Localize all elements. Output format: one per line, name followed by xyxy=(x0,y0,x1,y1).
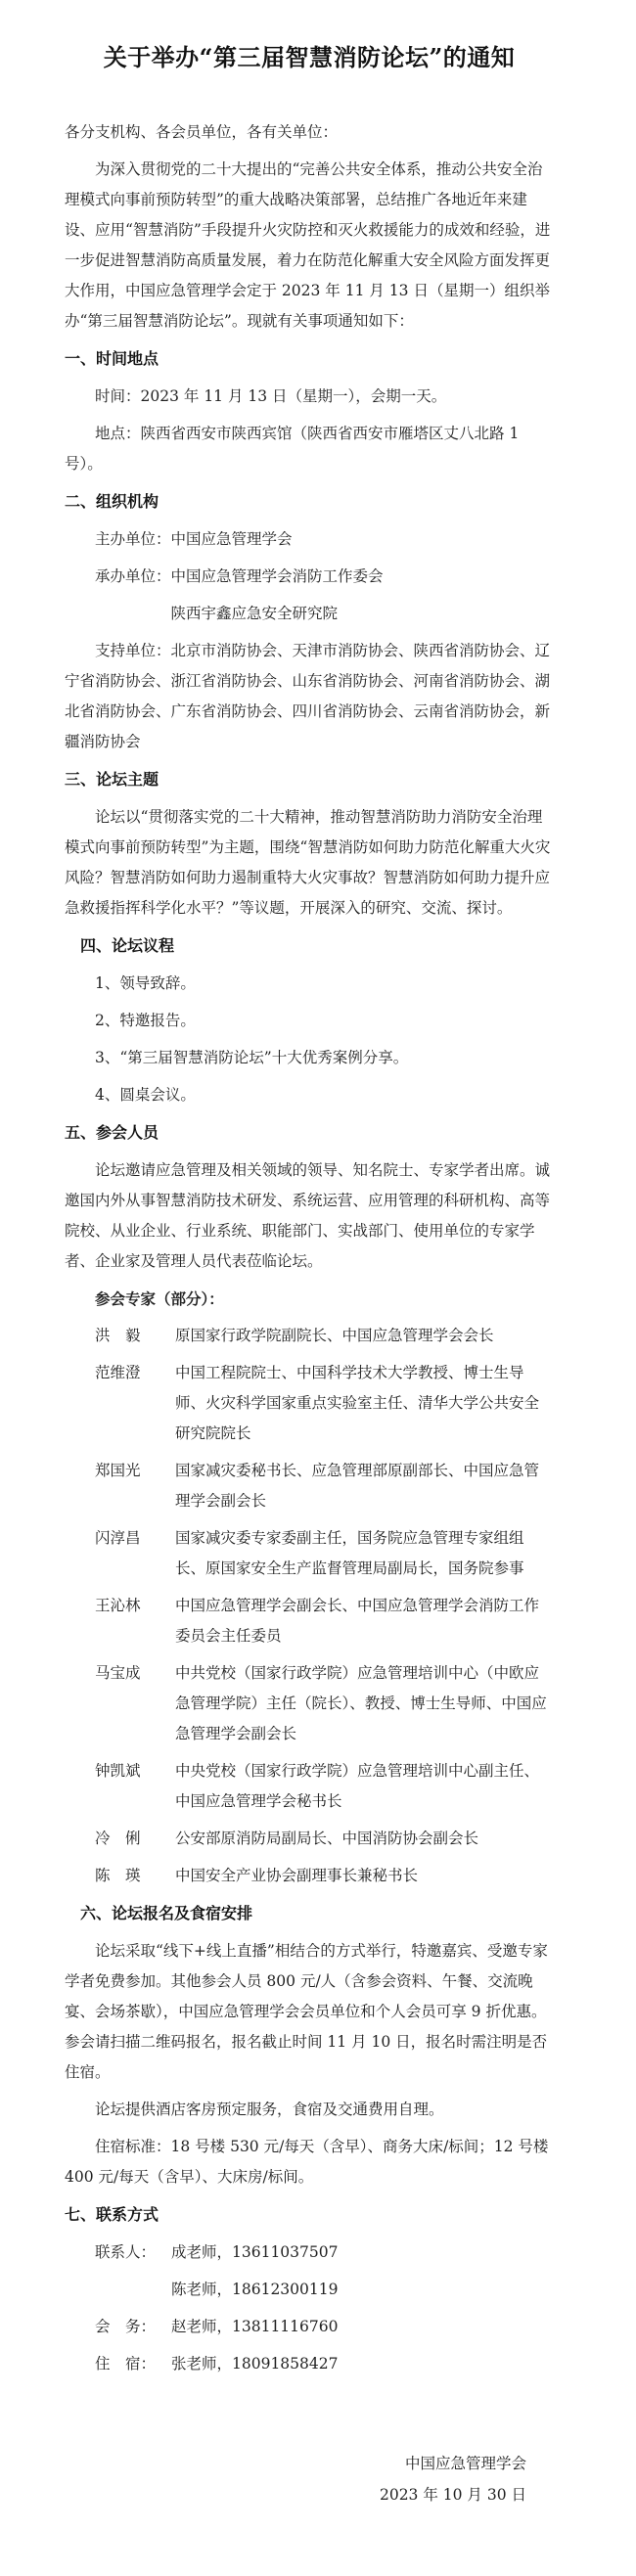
time-row xyxy=(65,382,554,412)
place-row xyxy=(65,419,554,479)
host-label: 主办单位： xyxy=(95,530,171,548)
contact-row xyxy=(95,2349,554,2379)
expert-name: 范维澄 xyxy=(95,1364,141,1381)
expert-name: 马宝成 xyxy=(95,1664,141,1682)
organizer-row xyxy=(65,562,554,629)
expert-row xyxy=(95,1523,554,1584)
signature-org: 中国应急管理学会 xyxy=(404,2455,526,2472)
expert-title: 中国应急管理学会副会长、中国应急管理学会消防工作委员会主任委员 xyxy=(175,1597,540,1645)
contact-value: 成老师，13611037507 xyxy=(171,2243,339,2261)
page-title: 关于举办“第三届智慧消防论坛”的通知 xyxy=(103,43,516,71)
expert-row xyxy=(95,1861,554,1891)
expert-row xyxy=(95,1824,554,1854)
experts-heading: 参会专家（部分）： xyxy=(95,1289,224,1308)
organizer-1: 中国应急管理学会消防工作委会 xyxy=(170,567,384,585)
theme-paragraph: 论坛以“贯彻落实党的二十大精神，推动智慧消防助力消防安全治理模式向事前预防转型”为主题，围绕“智慧消防如何助力防范化解重大火灾风险？智慧消防如何助力遏制重特大火灾事故？智慧消防如何助力提升应急救援指挥科学化水平？”等议题，开展深入的研究、交流、探讨。 xyxy=(65,808,551,917)
agenda-item: 2、特邀报告。 xyxy=(95,1012,196,1029)
contact-list xyxy=(65,2237,554,2379)
expert-row xyxy=(95,1456,554,1516)
agenda-item: 3、“第三届智慧消防论坛”十大优秀案例分享。 xyxy=(95,1049,409,1066)
support-value: 北京市消防协会、天津市消防协会、陕西省消防协会、辽宁省消防协会、浙江省消防协会、山东省消防协会、河南省消防协会、湖北省消防协会、广东省消防协会、四川省消防协会、云南省消防协会，新疆消防协会 xyxy=(65,642,551,750)
attendees-paragraph: 论坛邀请应急管理及相关领域的领导、知名院士、专家学者出席。诚邀国内外从事智慧消防技术研发、系统运营、应用管理的科研机构、高等院校、从业企业、行业系统、职能部门、实战部门、使用单位的专家学者、企业家及管理人员代表莅临论坛。 xyxy=(65,1161,551,1270)
contact-row xyxy=(95,2275,554,2305)
expert-list xyxy=(65,1321,554,1891)
expert-name: 陈 瑛 xyxy=(95,1867,141,1884)
time-value: 2023 年 11 月 13 日（星期一），会期一天。 xyxy=(140,387,447,405)
section-heading-contact: 七、联系方式 xyxy=(65,2205,159,2224)
expert-name: 王沁林 xyxy=(95,1597,141,1614)
signature-date: 2023 年 10 月 30 日 xyxy=(379,2486,526,2504)
expert-row xyxy=(95,1321,554,1351)
contact-label: 住 宿： xyxy=(95,2355,157,2373)
expert-name: 钟凯斌 xyxy=(95,1762,141,1780)
organizer-label: 承办单位： xyxy=(95,567,171,585)
support-row xyxy=(65,636,554,757)
contact-label: 联系人： xyxy=(95,2243,157,2261)
section-heading-registration: 六、论坛报名及食宿安排 xyxy=(80,1904,253,1922)
salutation: 各分支机构、各会员单位，各有关单位： xyxy=(65,123,339,141)
expert-title: 中央党校（国家行政学院）应急管理培训中心副主任、中国应急管理学会秘书长 xyxy=(175,1762,540,1810)
expert-title: 中国安全产业协会副理事长兼秘书长 xyxy=(175,1867,419,1884)
intro-paragraph: 为深入贯彻党的二十大提出的“完善公共安全体系，推动公共安全治理模式向事前预防转型”的重大战略决策部署，总结推广各地近年来建设、应用“智慧消防”手段提升火灾防控和灭火救援能力的成效和经验，进一步促进智慧消防高质量发展，着力在防范化解重大安全风险方面发挥更大作用，中国应急管理学会定于 2023 年 11 月 13 日（星期一）组织举办“第三届智慧消防论坛”。现就有关事项通知如下： xyxy=(65,160,551,330)
expert-title: 公安部原消防局副局长、中国消防协会副会长 xyxy=(175,1830,479,1847)
organizer-values xyxy=(171,562,554,629)
expert-row xyxy=(95,1756,554,1817)
expert-title: 原国家行政学院副院长、中国应急管理学会会长 xyxy=(175,1327,494,1344)
contact-label: 会 务： xyxy=(95,2318,157,2335)
section-heading-organization: 二、组织机构 xyxy=(65,492,159,511)
host-row xyxy=(65,524,554,555)
contact-row xyxy=(95,2237,554,2268)
lodging-paragraph: 住宿标准：18 号楼 530 元/每天（含早）、商务大床/标间；12 号楼 400 元/每天（含早）、大床房/标间。 xyxy=(65,2138,549,2186)
section-heading-agenda: 四、论坛议程 xyxy=(80,936,175,955)
section-heading-time-place: 一、时间地点 xyxy=(65,349,159,368)
expert-name: 郑国光 xyxy=(95,1462,141,1479)
hotel-paragraph: 论坛提供酒店客房预定服务，食宿及交通费用自理。 xyxy=(95,2101,444,2118)
expert-title: 国家减灾委秘书长、应急管理部原副部长、中国应急管理学会副会长 xyxy=(175,1462,540,1510)
expert-row xyxy=(95,1358,554,1449)
expert-title: 中国工程院院士、中国科学技术大学教授、博士生导师、火灾科学国家重点实验室主任、清华大学公共安全研究院院长 xyxy=(175,1364,540,1442)
section-heading-attendees: 五、参会人员 xyxy=(65,1123,159,1142)
contact-value: 张老师，18091858427 xyxy=(171,2355,339,2373)
expert-name: 冷 俐 xyxy=(95,1830,141,1847)
host-value: 中国应急管理学会 xyxy=(170,530,293,548)
contact-value: 赵老师，13811116760 xyxy=(171,2318,339,2335)
agenda-item: 4、圆桌会议。 xyxy=(95,1086,196,1104)
contact-value: 陈老师，18612300119 xyxy=(171,2281,339,2298)
expert-name: 洪 毅 xyxy=(95,1327,141,1344)
agenda-item: 1、领导致辞。 xyxy=(95,974,196,992)
place-label: 地点： xyxy=(95,425,141,442)
expert-title: 中共党校（国家行政学院）应急管理培训中心（中欧应急管理学院）主任（院长）、教授、博士生导师、中国应急管理学会副会长 xyxy=(175,1664,547,1742)
expert-row xyxy=(95,1658,554,1749)
organizer-2: 陕西宇鑫应急安全研究院 xyxy=(170,605,339,622)
support-label: 支持单位： xyxy=(95,642,171,659)
contact-label xyxy=(95,2275,171,2305)
time-label: 时间： xyxy=(95,387,141,405)
expert-name: 闪淳昌 xyxy=(95,1529,141,1547)
contact-row xyxy=(95,2312,554,2342)
section-heading-theme: 三、论坛主题 xyxy=(65,770,159,789)
agenda-list xyxy=(65,969,554,1110)
registration-paragraph: 论坛采取“线下+线上直播”相结合的方式举行，特邀嘉宾、受邀专家学者免费参加。其他参会人员 800 元/人（含参会资料、午餐、交流晚宴、会场茶歇），中国应急管理学会会员单位和个人会员可享 9 折优惠。参会请扫描二维码报名，报名截止时间 11 月 10 日，报名时需注明是否住宿。 xyxy=(65,1942,548,2081)
expert-row xyxy=(95,1591,554,1651)
place-value: 陕西省西安市陕西宾馆（陕西省西安市雁塔区丈八北路 1 号）。 xyxy=(65,425,520,473)
expert-title: 国家减灾委专家委副主任，国务院应急管理专家组组长、原国家安全生产监督管理局副局长，国务院参事 xyxy=(175,1529,524,1577)
signature-block xyxy=(65,2448,554,2510)
